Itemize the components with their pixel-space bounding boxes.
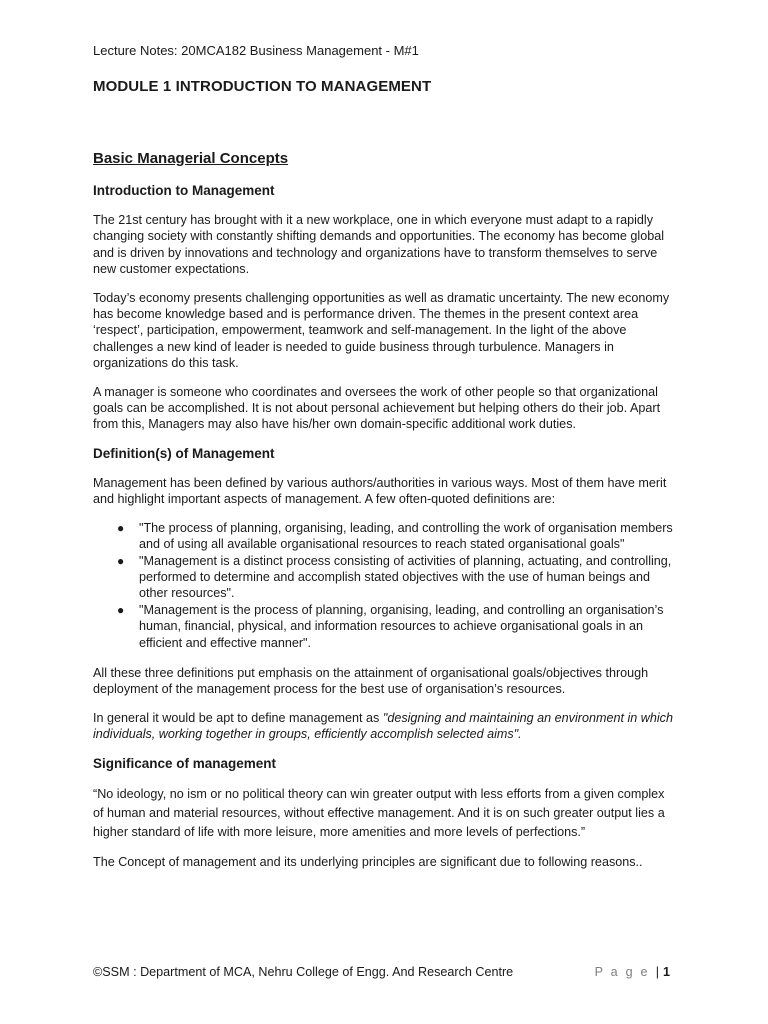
running-header: Lecture Notes: 20MCA182 Business Management - M#1: [93, 43, 419, 58]
section-title: Basic Managerial Concepts: [93, 150, 289, 167]
bullet-icon: ●: [117, 602, 125, 617]
intro-paragraph-2: Today’s economy presents challenging opportunities as well as dramatic uncertainty. The new economy has become knowledge based and is performance driven. The themes in the present context area ‘respect’, participation, empowerment, teamwork and self-management. In the light of the above challenges a new kind of leader is needed to guide business through turbulence. Managers in organizations do this task.: [93, 290, 670, 371]
definitions-heading: Definition(s) of Management: [93, 445, 275, 461]
bullet-icon: ●: [117, 553, 125, 568]
intro-heading: Introduction to Management: [93, 183, 275, 198]
page-label: P a g e: [594, 965, 650, 979]
document-page: [93, 0, 678, 1024]
definition-text: "Management is the process of planning, organising, leading, and controlling an organisation’s human, financial, physical, and information resources to achieve organisational goals in an efficient and effective manner".: [139, 602, 664, 650]
definitions-summary: All these three definitions put emphasis on the attainment of organisational goals/objectives through deployment of the management process for the best use of organisation’s resources.: [93, 665, 649, 697]
definition-item: [93, 553, 678, 602]
definition-text: "The process of planning, organising, leading, and controlling the work of organisation members and of using all available organisational resources to reach stated organisational goals": [139, 520, 673, 552]
module-title: MODULE 1 INTRODUCTION TO MANAGEMENT: [93, 78, 432, 95]
document-body: [93, 150, 678, 882]
general-definition: [93, 710, 678, 743]
significance-reasons-intro: The Concept of management and its underlying principles are significant due to following reasons..: [93, 854, 643, 869]
definition-text: "Management is a distinct process consisting of activities of planning, actuating, and controlling, performed to determine and accomplish stated objectives with the use of human beings and other resources".: [139, 553, 672, 601]
general-definition-prefix: In general it would be apt to define management as: [93, 710, 383, 725]
general-definition-quote: "designing and maintaining an environment in which individuals, working together in groups, efficiently accomplish selected aims".: [93, 710, 673, 742]
definitions-intro: Management has been defined by various authors/authorities in various ways. Most of them have merit and highlight important aspects of management. A few often-quoted definitions are:: [93, 475, 667, 507]
intro-paragraph-3: A manager is someone who coordinates and oversees the work of other people so that organizational goals can be accomplished. It is not about personal achievement but helping others do their job. Apart from this, Managers may also have his/her own domain-specific additional work duties.: [93, 384, 661, 432]
footer-credit: ©SSM : Department of MCA, Nehru College of Engg. And Research Centre: [93, 965, 514, 979]
bullet-icon: ●: [117, 520, 125, 535]
significance-quote: “No ideology, no ism or no political theory can win greater output with less efforts from a given complex of human and material resources, without effective management. And it is on such greater output lies a higher standard of life with more leisure, more amenities and more levels of perfections.”: [93, 786, 665, 839]
intro-paragraph-1: The 21st century has brought with it a new workplace, one in which everyone must adapt to a rapidly changing society with constantly shifting demands and opportunities. The economy has become global and is driven by innovations and technology and organizations have to transform themselves to serve new customer expectations.: [93, 213, 665, 277]
page-number: 1: [662, 965, 670, 979]
page-separator: |: [655, 965, 659, 979]
significance-heading: Significance of management: [93, 755, 277, 771]
definitions-list: [93, 520, 678, 651]
page-indicator: [595, 964, 670, 980]
definition-item: [93, 520, 678, 553]
definition-item: [93, 602, 678, 651]
